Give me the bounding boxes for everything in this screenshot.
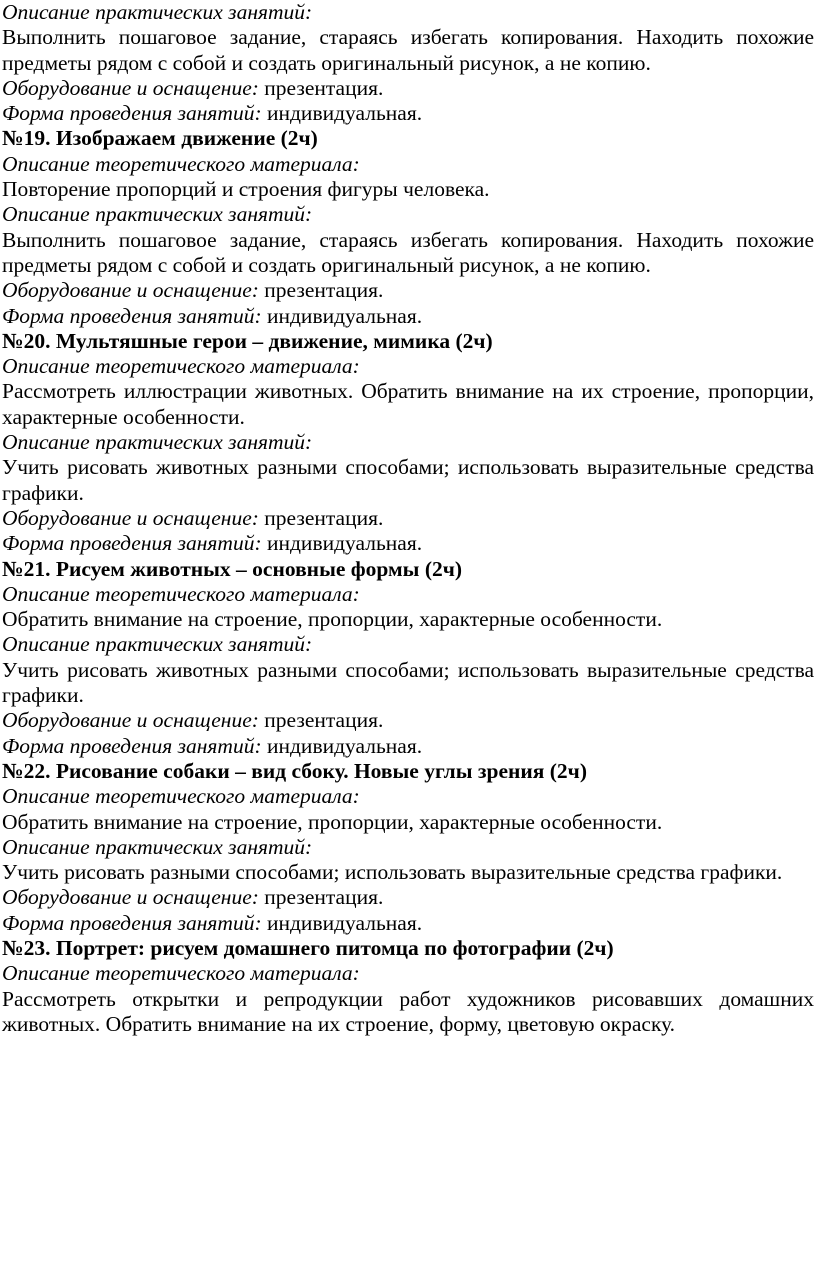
field-label: Оборудование и оснащение:	[2, 885, 259, 910]
field-row	[2, 531, 814, 556]
field-value: индивидуальная.	[261, 733, 423, 758]
field-row	[2, 101, 814, 126]
field-row	[2, 76, 814, 101]
field-row	[2, 278, 814, 303]
field-label: Форма проведения занятий:	[2, 733, 262, 758]
field-label: Описание практических занятий:	[2, 632, 313, 657]
field-label: Описание теоретического материала:	[2, 354, 360, 379]
section-heading: №19. Изображаем движение (2ч)	[2, 126, 318, 151]
field-row	[2, 734, 814, 759]
field-label: Оборудование и оснащение:	[2, 278, 259, 303]
field-row	[2, 885, 814, 910]
field-label: Форма проведения занятий:	[2, 531, 262, 556]
body-paragraph: Рассмотреть открытки и репродукции работ художников рисовавших домашних животных. Обратить внимание на их строение, форму, цветовую окраску.	[2, 986, 814, 1036]
field-label: Описание практических занятий:	[2, 202, 313, 227]
body-paragraph: Учить рисовать животных разными способами; использовать выразительные средства графики.	[2, 455, 814, 505]
field-row	[2, 304, 814, 329]
field-label: Описание теоретического материала:	[2, 961, 360, 986]
section-heading: №20. Мультяшные герои – движение, мимика (2ч)	[2, 328, 493, 353]
field-value: презентация.	[258, 505, 384, 530]
body-paragraph: Обратить внимание на строение, пропорции, характерные особенности.	[2, 809, 663, 834]
field-value: индивидуальная.	[261, 303, 423, 328]
field-value: индивидуальная.	[261, 531, 423, 556]
section-heading: №21. Рисуем животных – основные формы (2ч)	[2, 556, 463, 581]
section-heading: №23. Портрет: рисуем домашнего питомца по фотографии (2ч)	[2, 935, 614, 960]
body-paragraph: Выполнить пошаговое задание, стараясь избегать копирования. Находить похожие предметы рядом с собой и создать оригинальный рисунок, а не копию.	[2, 227, 814, 277]
field-value: презентация.	[258, 885, 384, 910]
field-label: Описание теоретического материала:	[2, 784, 360, 809]
body-paragraph: Выполнить пошаговое задание, стараясь избегать копирования. Находить похожие предметы рядом с собой и создать оригинальный рисунок, а не копию.	[2, 25, 814, 75]
field-label: Оборудование и оснащение:	[2, 75, 259, 100]
field-label: Форма проведения занятий:	[2, 101, 262, 126]
field-value: индивидуальная.	[261, 101, 423, 126]
body-paragraph: Рассмотреть иллюстрации животных. Обратить внимание на их строение, пропорции, характерные особенности.	[2, 379, 814, 429]
field-label: Описание теоретического материала:	[2, 151, 360, 176]
field-label: Описание практических занятий:	[2, 430, 313, 455]
field-label: Описание теоретического материала:	[2, 581, 360, 606]
field-label: Оборудование и оснащение:	[2, 505, 259, 530]
body-paragraph: Учить рисовать разными способами; использовать выразительные средства графики.	[2, 860, 783, 885]
field-value: индивидуальная.	[261, 910, 423, 935]
field-row	[2, 506, 814, 531]
field-label: Оборудование и оснащение:	[2, 708, 259, 733]
body-paragraph: Повторение пропорций и строения фигуры человека.	[2, 177, 490, 202]
field-label: Описание практических занятий:	[2, 834, 313, 859]
field-value: презентация.	[258, 278, 384, 303]
body-paragraph: Обратить внимание на строение, пропорции, характерные особенности.	[2, 607, 663, 632]
field-label: Описание практических занятий:	[2, 0, 313, 24]
section-heading: №22. Рисование собаки – вид сбоку. Новые углы зрения (2ч)	[2, 758, 587, 783]
field-row	[2, 911, 814, 936]
field-value: презентация.	[258, 75, 384, 100]
field-value: презентация.	[258, 708, 384, 733]
field-label: Форма проведения занятий:	[2, 303, 262, 328]
body-paragraph: Учить рисовать животных разными способами; использовать выразительные средства графики.	[2, 657, 814, 708]
field-label: Форма проведения занятий:	[2, 910, 262, 935]
field-row	[2, 708, 814, 733]
